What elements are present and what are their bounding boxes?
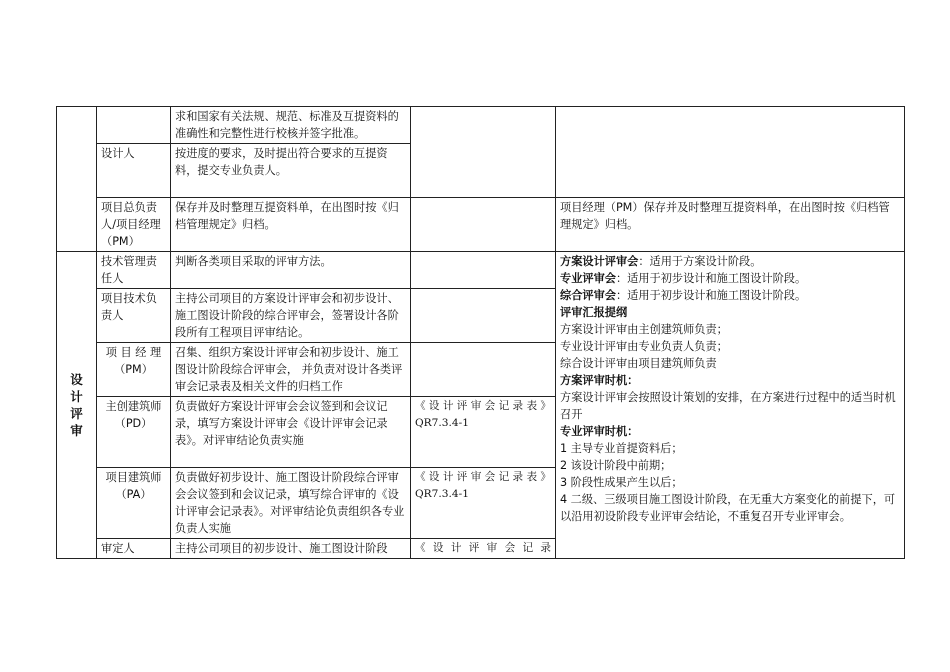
role-cell <box>97 107 171 144</box>
review-note-text: ：适用于初步设计和施工图设计阶段。 <box>615 289 807 302</box>
record-cell: 《设计评审会记录表》QR7.3.4-1 <box>411 468 556 539</box>
review-note-line <box>560 440 900 457</box>
duty-cell: 负责做好初步设计、施工图设计阶段综合评审会会议签到和会议记录，填写综合评审的《设计评审会记录表》。对评审结论负责组织各专业负责人实施 <box>171 468 411 539</box>
table-row <box>57 107 905 144</box>
responsibility-table <box>56 106 905 559</box>
duty-cell: 按进度的要求，及时提出符合要求的互提资料，提交专业负责人。 <box>171 144 411 198</box>
record-cell <box>411 107 556 198</box>
review-note-text: 综合设计评审由项目建筑师负责 <box>560 357 717 370</box>
review-note-line <box>560 304 900 321</box>
review-note-line <box>560 270 900 287</box>
duty-cell: 主持公司项目的方案设计评审会和初步设计、施工图设计阶段的综合评审会，签署设计各阶段所有工程项目评审结论。 <box>171 289 411 343</box>
section-title: 设 计 评 审 <box>57 252 97 559</box>
role-cell: 技术管理责任人 <box>97 252 171 289</box>
review-note-line <box>560 355 900 372</box>
role-cell: 主创建筑师（PD） <box>97 397 171 468</box>
review-note-text: 方案设计评审会按照设计策划的安排，在方案进行过程中的适当时机召开 <box>560 391 896 421</box>
review-notes <box>560 253 900 525</box>
review-note-text: 方案设计评审由主创建筑师负责； <box>560 323 728 336</box>
role-cell: 审定人 <box>97 539 171 559</box>
review-note-line <box>560 474 900 491</box>
duty-cell: 判断各类项目采取的评审方法。 <box>171 252 411 289</box>
review-note-heading: 综合评审会 <box>560 289 616 302</box>
role-cell: 设计人 <box>97 144 171 198</box>
record-cell: 《设计评审会记录表》QR7.3.4-1 <box>411 397 556 468</box>
table-row <box>57 198 905 252</box>
review-note-text: 4 二级、三级项目施工图设计阶段，在无重大方案变化的前提下，可以沿用初设阶段专业评审会结论，不重复召开专业评审会。 <box>560 493 896 523</box>
review-note-heading: 方案设计评审会 <box>560 255 639 268</box>
role-cell: 项目总负责人/项目经理（PM） <box>97 198 171 252</box>
review-note-text: 1 主导专业首提资料后； <box>560 442 683 455</box>
role-cell: 项目建筑师（PA） <box>97 468 171 539</box>
section-cell-empty <box>57 107 97 252</box>
review-note-text: 2 该设计阶段中前期； <box>560 459 672 472</box>
review-note-line <box>560 253 900 270</box>
review-note-line <box>560 491 900 525</box>
table-row <box>57 252 905 289</box>
review-note-text: 专业设计评审由专业负责人负责； <box>560 340 728 353</box>
duty-cell: 保存并及时整理互提资料单，在出图时按《归档管理规定》归档。 <box>171 198 411 252</box>
record-cell: 《设计评审会记录 <box>411 539 556 559</box>
review-note-text: 3 阶段性成果产生以后； <box>560 476 683 489</box>
duty-cell: 主持公司项目的初步设计、施工图设计阶段 <box>171 539 411 559</box>
review-note-line <box>560 372 900 389</box>
duty-cell: 召集、组织方案设计评审会和初步设计、施工图设计阶段综合评审会， 并负责对设计各类评审会记录表及相关文件的归档工作 <box>171 343 411 397</box>
review-note-heading: 专业评审会 <box>560 272 616 285</box>
role-cell: 项目技术负责人 <box>97 289 171 343</box>
review-note-heading: 方案评审时机： <box>560 374 639 387</box>
record-cell <box>411 343 556 397</box>
review-note-heading: 专业评审时机： <box>560 425 639 438</box>
record-cell <box>411 289 556 343</box>
review-note-line <box>560 321 900 338</box>
review-note-line <box>560 389 900 423</box>
review-note-text: ：适用于初步设计和施工图设计阶段。 <box>615 272 807 285</box>
review-notes-cell <box>556 252 905 559</box>
role-cell: 项 目 经 理（PM） <box>97 343 171 397</box>
review-note-heading: 评审汇报提纲 <box>560 306 628 319</box>
duty-cell: 求和国家有关法规、规范、标准及互提资料的准确性和完整性进行校核并签字批准。 <box>171 107 411 144</box>
record-cell <box>411 252 556 289</box>
duty-cell: 负责做好方案设计评审会会议签到和会议记录，填写方案设计评审会《设计评审会记录表》。对评审结论负责实施 <box>171 397 411 468</box>
review-note-line <box>560 457 900 474</box>
note-cell <box>556 107 905 198</box>
review-note-line <box>560 287 900 304</box>
record-cell <box>411 198 556 252</box>
review-note-text: ：适用于方案设计阶段。 <box>638 255 762 268</box>
review-note-line <box>560 423 900 440</box>
note-cell: 项目经理（PM）保存并及时整理互提资料单，在出图时按《归档管理规定》归档。 <box>556 198 905 252</box>
review-note-line <box>560 338 900 355</box>
